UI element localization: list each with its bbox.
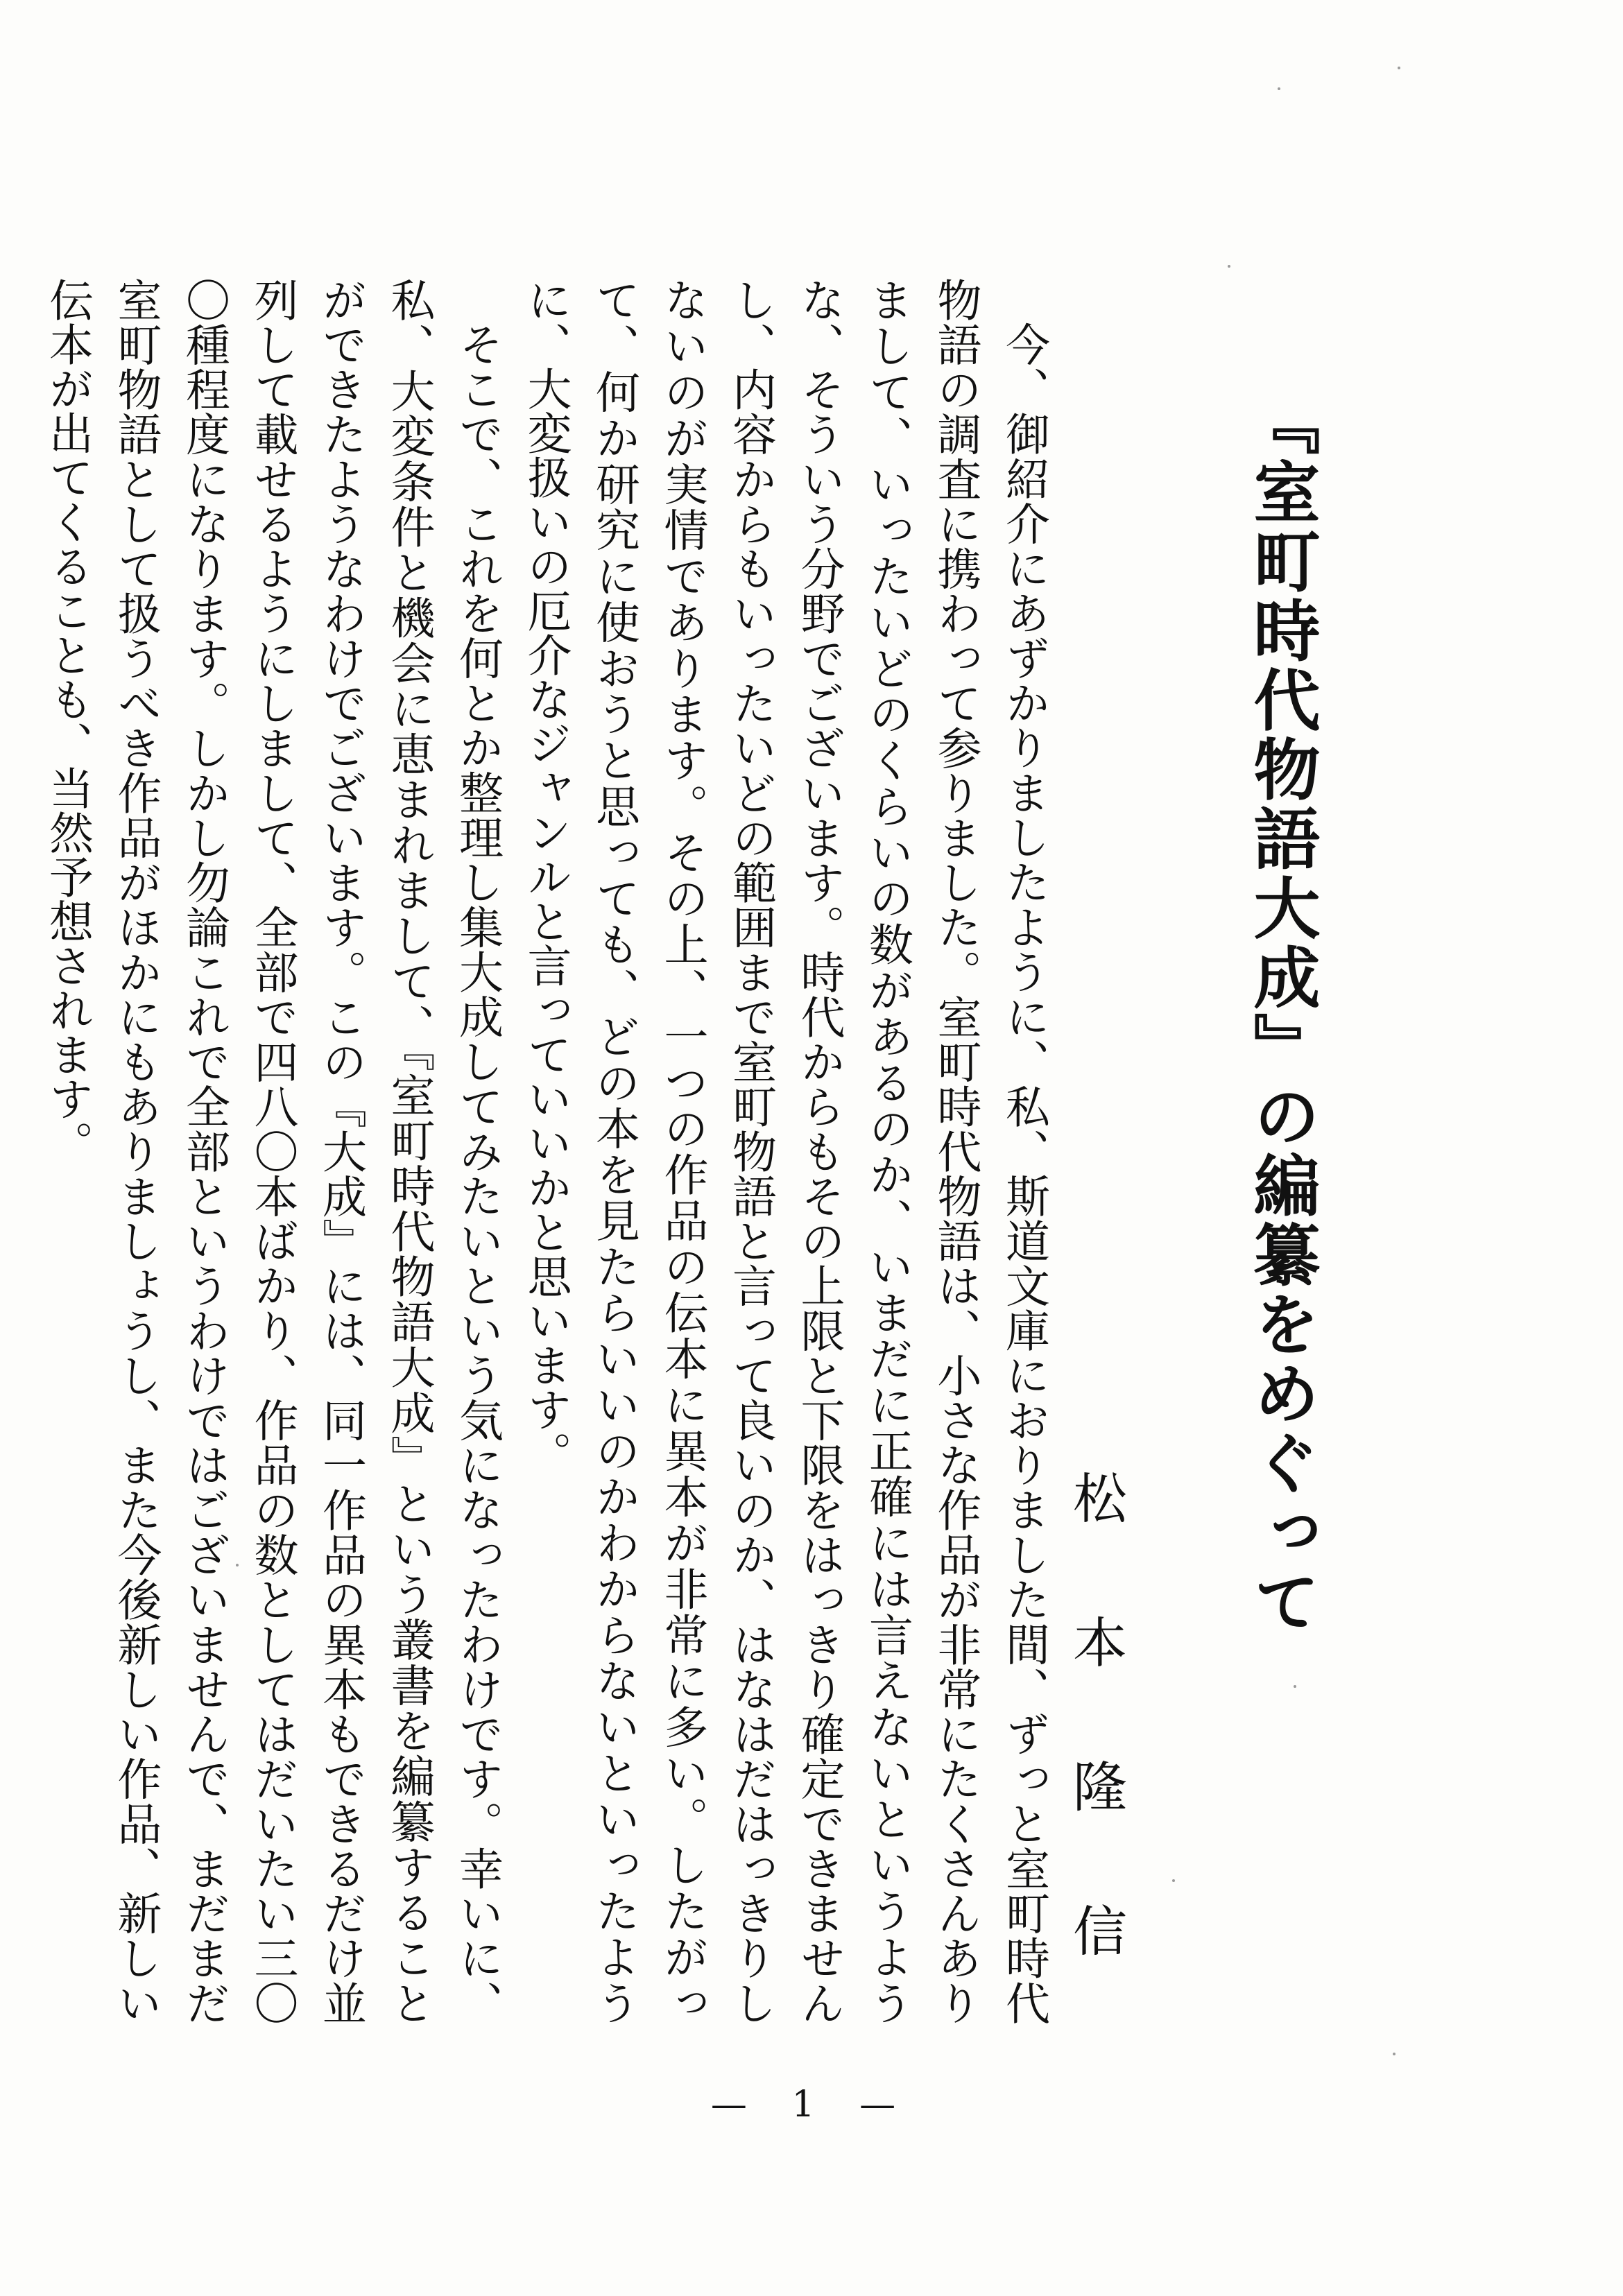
author-name: 松本隆信 xyxy=(1064,1470,1126,2047)
paragraph: そこで、これを何とか整理し集大成してみたいという気になったわけです。幸いに、私、大変条件と機会に恵まれまして、『室町時代物語大成』という叢書を編纂することができたようなわけでございます。この『大成』には、同一作品の異本もできるだけ並列して載せるようにしまして、全部で四八〇本ばかり、作品の数としてはだいたい三〇〇種程度になります。しかし勿論これで全部というわけではございませんで、まだまだ室町物語として扱うべき作品がほかにもありましょうし、また今後新しい作品、新しい伝本が出てくることも、当然予想されます。 xyxy=(42,277,503,2026)
scan-speck xyxy=(1294,1685,1296,1688)
body-text xyxy=(42,277,1058,2026)
scan-speck xyxy=(1398,67,1400,69)
scan-speck xyxy=(1172,1879,1175,1882)
scan-speck xyxy=(1228,265,1230,268)
page-number: — 1 — xyxy=(710,2084,913,2125)
article-title: 『室町時代物語大成』の編纂をめぐって xyxy=(1243,388,1321,1637)
scan-speck xyxy=(1393,2053,1396,2055)
paragraph: 今、御紹介にあずかりましたように、私、斯道文庫におりました間、ずっと室町時代物語の調査に携わって参りました。室町時代物語は、小さな作品が非常にたくさんありまして、いったいどのくらいの数があるのか、いまだに正確には言えないというような、そういう分野でございます。時代からもその上限と下限をはっきり確定できませんし、内容からもいったいどの範囲まで室町物語と言って良いのか、はなはだはっきりしないのが実情であります。その上、一つの作品の伝本に異本が非常に多い。したがって、何か研究に使おうと思っても、どの本を見たらいいのかわからないといったように、大変扱いの厄介なジャンルと言っていいかと思います。 xyxy=(519,277,1049,2026)
scan-speck xyxy=(236,1564,239,1566)
scan-speck xyxy=(1278,87,1280,90)
